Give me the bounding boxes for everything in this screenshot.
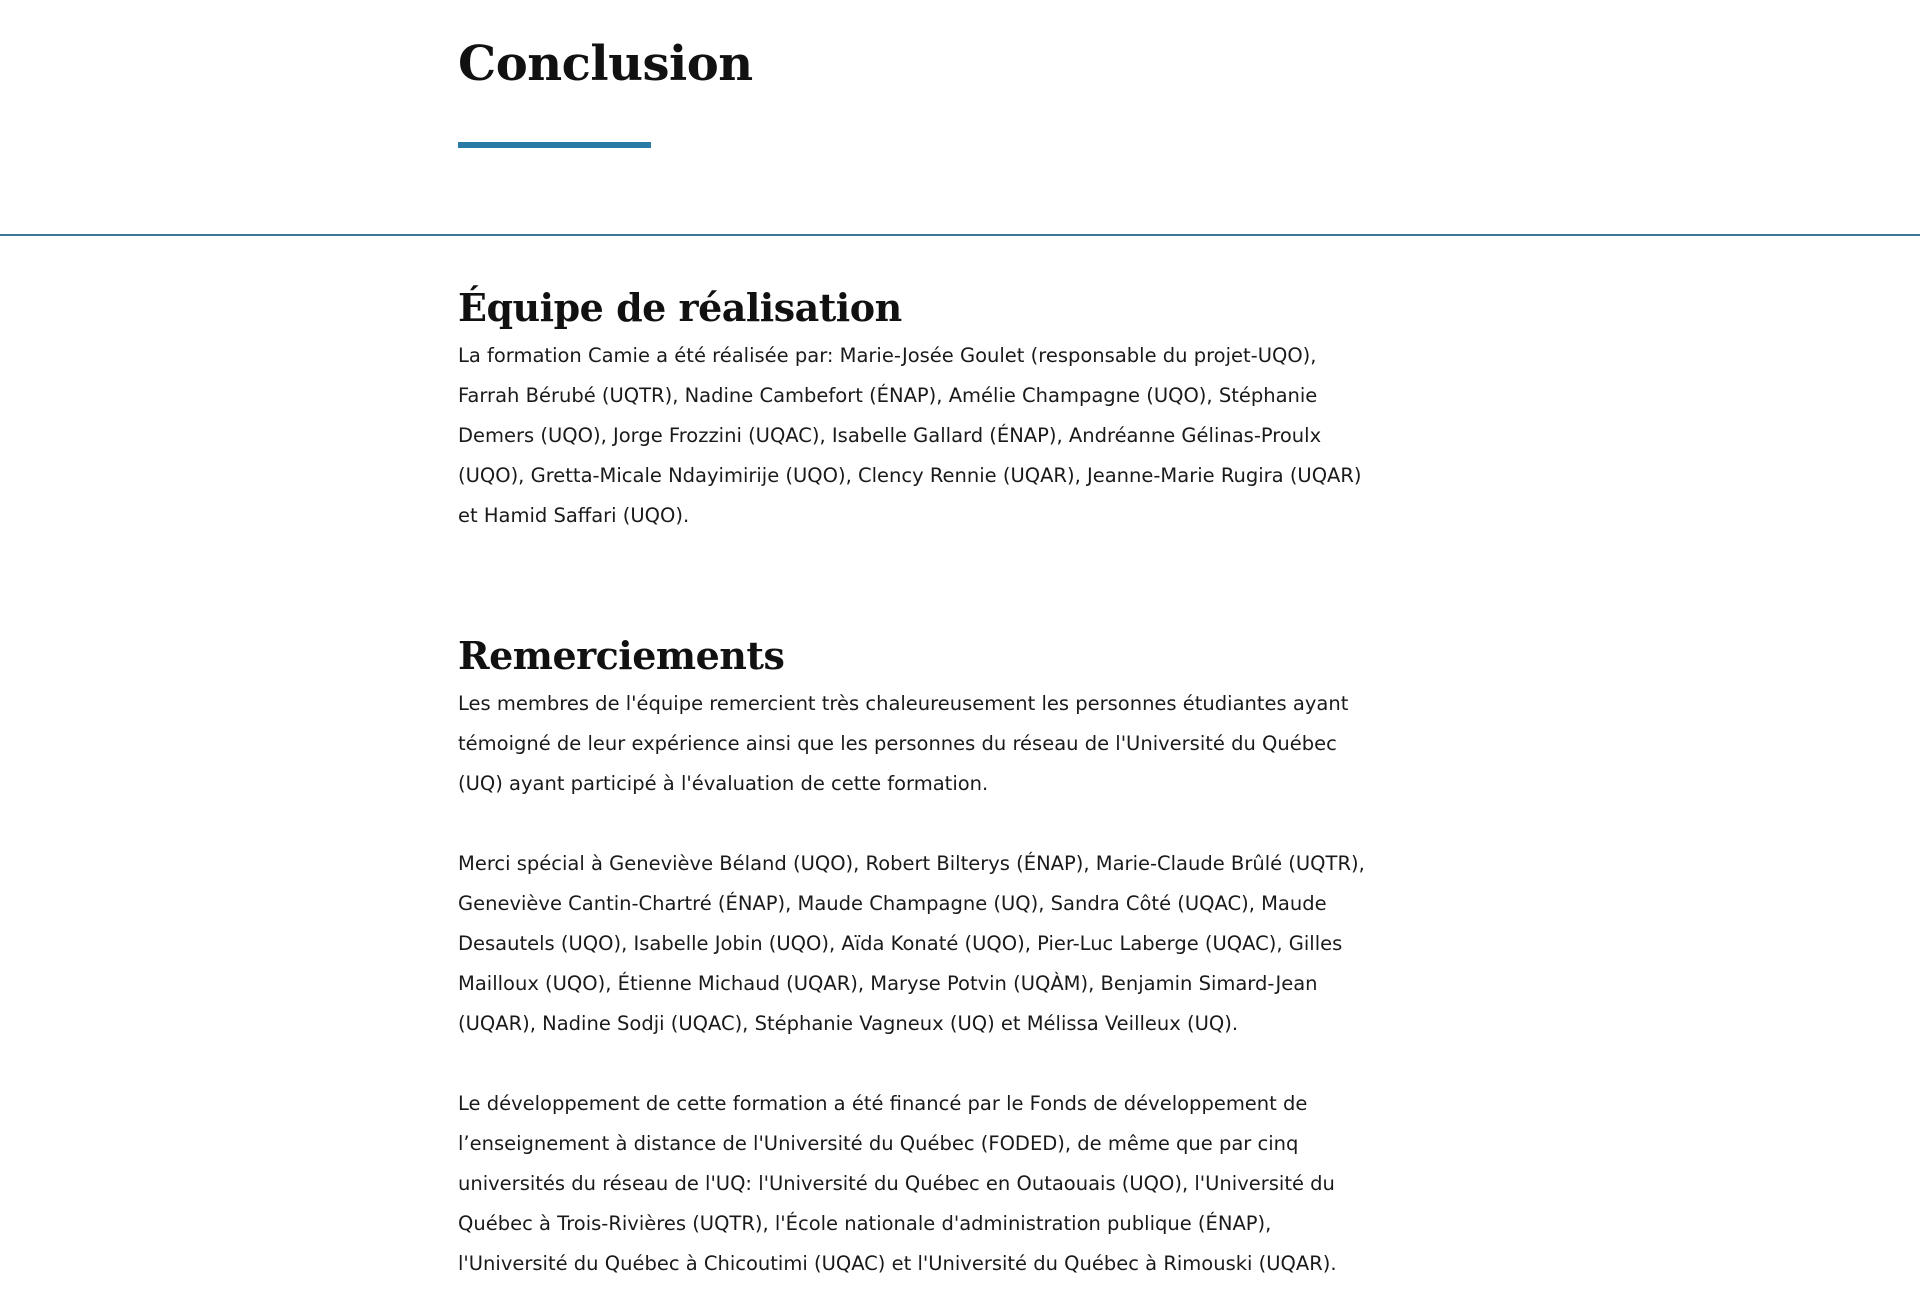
section-remerciements <box>458 628 1378 1284</box>
remerciements-paragraph-special-thanks: Merci spécial à Geneviève Béland (UQO), Robert Bilterys (ÉNAP), Marie-Claude Brûlé (UQTR), Geneviève Cantin-Chartré (ÉNAP), Maude Champagne (UQ), Sandra Côté (UQAC), Maude Desautels (UQO), Isabelle Jobin (UQO), Aïda Konaté (UQO), Pier-Luc Laberge (UQAC), Gilles Mailloux (UQO), Étienne Michaud (UQAR), Maryse Potvin (UQÀM), Benjamin Simard-Jean (UQAR), Nadine Sodji (UQAC), Stéphanie Vagneux (UQ) et Mélissa Veilleux (UQ). <box>458 852 1365 1035</box>
title-underline <box>458 142 651 148</box>
page-title: Conclusion <box>458 36 753 92</box>
equipe-paragraph: La formation Camie a été réalisée par: Marie-Josée Goulet (responsable du projet-UQO), Farrah Bérubé (UQTR), Nadine Cambefort (ÉNAP), Amélie Champagne (UQO), Stéphanie Demers (UQO), Jorge Frozzini (UQAC), Isabelle Gallard (ÉNAP), Andréanne Gélinas-Proulx (UQO), Gretta-Micale Ndayimirije (UQO), Clency Rennie (UQAR), Jeanne-Marie Rugira (UQAR) et Hamid Saffari (UQO). <box>458 344 1362 527</box>
page-header <box>0 0 1920 236</box>
remerciements-paragraph-intro: Les membres de l'équipe remercient très chaleureusement les personnes étudiantes ayant témoigné de leur expérience ainsi que les personnes du réseau de l'Université du Québec (UQ) ayant participé à l'évaluation de cette formation. <box>458 692 1349 795</box>
main-content <box>458 280 1378 1284</box>
section-heading-equipe: Équipe de réalisation <box>458 285 902 330</box>
remerciements-paragraph-funding: Le développement de cette formation a été financé par le Fonds de développement de l’enseignement à distance de l'Université du Québec (FODED), de même que par cinq universités du réseau de l'UQ: l'Université du Québec en Outaouais (UQO), l'Université du Québec à Trois-Rivières (UQTR), l'École nationale d'administration publique (ÉNAP), l'Université du Québec à Chicoutimi (UQAC) et l'Université du Québec à Rimouski (UQAR). <box>458 1092 1337 1275</box>
section-equipe <box>458 280 1378 536</box>
section-heading-remerciements: Remerciements <box>458 633 785 678</box>
